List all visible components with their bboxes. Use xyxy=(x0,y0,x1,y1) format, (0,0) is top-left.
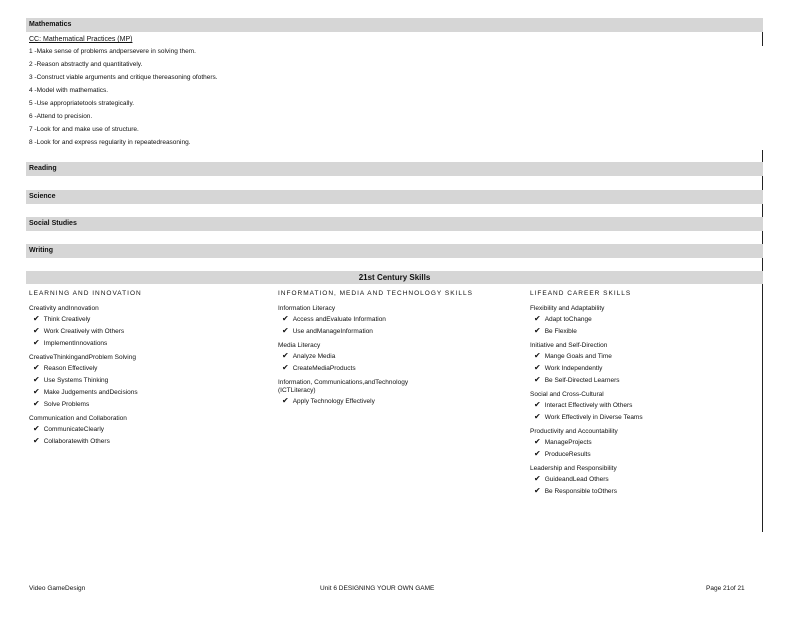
column-heading: LEARNING AND INNOVATION xyxy=(29,290,142,297)
skill-item-label: Use Systems Thinking xyxy=(43,377,109,384)
skill-group xyxy=(530,342,770,386)
checkmark-icon: ✔ xyxy=(534,314,541,323)
skill-item-label: Work Effectively in Diverse Teams xyxy=(544,414,643,421)
footer-page-number: Page 21of 21 xyxy=(706,585,745,592)
skills-column-learning xyxy=(29,290,269,447)
divider-line xyxy=(762,150,763,162)
skill-group xyxy=(278,342,518,374)
section-bar-social-studies: Social Studies xyxy=(26,217,763,231)
practice-item: 8 -Look for and express regularity in repeatedreasoning. xyxy=(29,139,191,146)
cc-heading: CC: Mathematical Practices (MP) xyxy=(29,36,133,43)
skill-item xyxy=(33,435,269,447)
checkmark-icon: ✔ xyxy=(534,486,541,495)
checkmark-icon: ✔ xyxy=(33,338,40,347)
divider-line xyxy=(762,231,763,244)
section-bar-reading: Reading xyxy=(26,162,763,176)
skill-item xyxy=(534,485,770,497)
skill-item xyxy=(33,398,269,410)
checkmark-icon: ✔ xyxy=(534,375,541,384)
checkmark-icon: ✔ xyxy=(33,387,40,396)
group-title: Information, Communications,andTechnology xyxy=(278,379,409,386)
footer-left: Video GameDesign xyxy=(29,585,86,592)
skills-column-life-career xyxy=(530,290,770,497)
skill-item xyxy=(534,448,770,460)
checkmark-icon: ✔ xyxy=(534,474,541,483)
practice-item: 7 -Look for and make use of structure. xyxy=(29,126,139,133)
skills-title-bar: 21st Century Skills xyxy=(26,271,763,284)
practice-item: 4 -Model with mathematics. xyxy=(29,87,109,94)
skills-column-information xyxy=(278,290,518,407)
skill-item-label: Adapt toChange xyxy=(544,316,592,323)
practice-item: 2 -Reason abstractly and quantitatively. xyxy=(29,61,143,68)
group-title: Productivity and Accountability xyxy=(530,428,618,435)
skill-item xyxy=(282,350,518,362)
group-title: CreativeThinkingandProblem Solving xyxy=(29,354,136,361)
divider-line xyxy=(762,32,763,46)
skill-group xyxy=(29,415,269,447)
skill-item xyxy=(534,313,770,325)
skill-item xyxy=(33,374,269,386)
skill-item xyxy=(534,473,770,485)
skill-item-label: Use andManageInformation xyxy=(292,328,373,335)
group-title-continued: (ICTLiteracy) xyxy=(278,387,316,394)
checkmark-icon: ✔ xyxy=(534,351,541,360)
checkmark-icon: ✔ xyxy=(534,412,541,421)
group-title: Social and Cross-Cultural xyxy=(530,391,604,398)
column-heading: LIFEAND CAREER SKILLS xyxy=(530,290,632,297)
skill-item xyxy=(534,362,770,374)
section-bar-science: Science xyxy=(26,190,763,204)
practice-item: 1 -Make sense of problems andpersevere in solving them. xyxy=(29,48,196,55)
skill-item xyxy=(534,399,770,411)
skill-group xyxy=(278,379,518,407)
checkmark-icon: ✔ xyxy=(534,363,541,372)
checkmark-icon: ✔ xyxy=(534,437,541,446)
skill-item-label: Reason Effectively xyxy=(43,365,98,372)
checkmark-icon: ✔ xyxy=(282,326,289,335)
checkmark-icon: ✔ xyxy=(33,375,40,384)
group-title: Flexibility and Adaptability xyxy=(530,305,605,312)
checkmark-icon: ✔ xyxy=(282,396,289,405)
skill-item-label: Solve Problems xyxy=(43,401,90,408)
skill-item-label: Be Self-Directed Learners xyxy=(544,377,620,384)
skill-item-label: Collaboratewith Others xyxy=(43,438,110,445)
practice-item: 6 -Attend to precision. xyxy=(29,113,93,120)
checkmark-icon: ✔ xyxy=(534,449,541,458)
skill-item xyxy=(33,325,269,337)
skill-item xyxy=(33,337,269,349)
checkmark-icon: ✔ xyxy=(33,399,40,408)
column-heading: INFORMATION, MEDIA AND TECHNOLOGY SKILLS xyxy=(278,290,473,297)
divider-line xyxy=(762,176,763,190)
skill-item-label: ManageProjects xyxy=(544,439,592,446)
skill-group xyxy=(530,428,770,460)
skill-item-label: Think Creatively xyxy=(43,316,91,323)
checkmark-icon: ✔ xyxy=(33,314,40,323)
skill-item-label: Interact Effectively with Others xyxy=(544,402,633,409)
group-title: Communication and Collaboration xyxy=(29,415,127,422)
group-title: Information Literacy xyxy=(278,305,336,312)
checkmark-icon: ✔ xyxy=(534,400,541,409)
checkmark-icon: ✔ xyxy=(534,326,541,335)
skill-item-label: Work Independently xyxy=(544,365,603,372)
skill-group xyxy=(278,305,518,337)
skill-group xyxy=(29,305,269,349)
checkmark-icon: ✔ xyxy=(33,436,40,445)
skill-item xyxy=(534,411,770,423)
checkmark-icon: ✔ xyxy=(282,351,289,360)
group-title: Media Literacy xyxy=(278,342,321,349)
skill-item-label: Work Creatively with Others xyxy=(43,328,125,335)
practice-item: 3 -Construct viable arguments and critique thereasoning ofothers. xyxy=(29,74,218,81)
skill-item-label: ImplementInnovations xyxy=(43,340,108,347)
skill-item xyxy=(534,436,770,448)
skill-item-label: CreateMediaProducts xyxy=(292,365,356,372)
skill-group xyxy=(530,465,770,497)
checkmark-icon: ✔ xyxy=(33,326,40,335)
skill-item xyxy=(33,386,269,398)
skill-item-label: CommunicateClearly xyxy=(43,426,105,433)
footer-center: Unit 6 DESIGNING YOUR OWN GAME xyxy=(320,585,435,592)
skill-item xyxy=(534,374,770,386)
divider-line xyxy=(762,204,763,217)
checkmark-icon: ✔ xyxy=(282,363,289,372)
checkmark-icon: ✔ xyxy=(33,424,40,433)
divider-line xyxy=(762,258,763,271)
skill-item xyxy=(33,423,269,435)
skill-item-label: Be Flexible xyxy=(544,328,577,335)
section-bar-mathematics: Mathematics xyxy=(26,18,763,32)
group-title: Creativity andInnovation xyxy=(29,305,99,312)
checkmark-icon: ✔ xyxy=(282,314,289,323)
skill-item xyxy=(33,313,269,325)
skill-item xyxy=(282,395,518,407)
group-title: Leadership and Responsibility xyxy=(530,465,617,472)
skill-item-label: Make Judgements andDecisions xyxy=(43,389,138,396)
group-title: Initiative and Self-Direction xyxy=(530,342,608,349)
skill-item xyxy=(33,362,269,374)
skill-item-label: Analyze Media xyxy=(292,353,336,360)
practice-item: 5 -Use appropriatetools strategically. xyxy=(29,100,135,107)
skill-item xyxy=(534,325,770,337)
skill-group xyxy=(530,391,770,423)
skill-item xyxy=(534,350,770,362)
skill-item-label: Access andEvaluate Information xyxy=(292,316,386,323)
skill-item xyxy=(282,313,518,325)
skill-item xyxy=(282,362,518,374)
skill-group xyxy=(29,354,269,410)
skill-item-label: Mange Goals and Time xyxy=(544,353,612,360)
checkmark-icon: ✔ xyxy=(33,363,40,372)
skill-item-label: Apply Technology Effectively xyxy=(292,398,375,405)
skill-item-label: ProduceResults xyxy=(544,451,591,458)
skill-group xyxy=(530,305,770,337)
section-bar-writing: Writing xyxy=(26,244,763,258)
skill-item-label: Be Responsible toOthers xyxy=(544,488,617,495)
skill-item xyxy=(282,325,518,337)
skill-item-label: GuideandLead Others xyxy=(544,476,609,483)
